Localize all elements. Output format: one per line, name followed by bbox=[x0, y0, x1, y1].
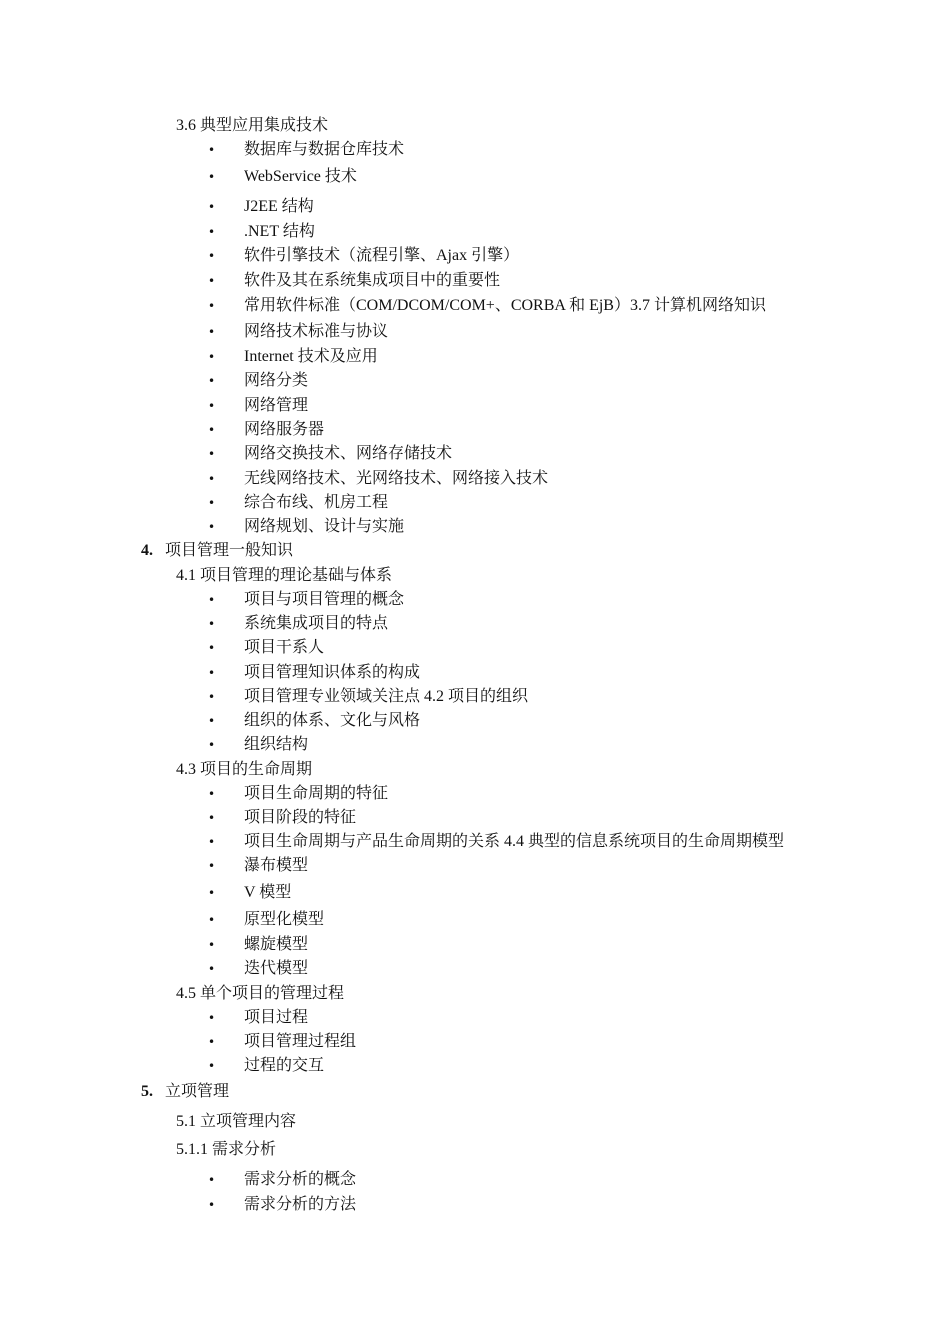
section-heading: 4.3 项目的生命周期 bbox=[176, 761, 313, 778]
list-item-text: 系统集成项目的特点 bbox=[244, 615, 389, 632]
bullet-glyph: • bbox=[208, 886, 216, 900]
chapter-heading bbox=[141, 541, 293, 561]
list-item bbox=[208, 271, 500, 291]
list-item-text: 项目管理过程组 bbox=[244, 1033, 357, 1050]
list-item-text: 组织结构 bbox=[244, 736, 309, 753]
list-item bbox=[208, 808, 356, 828]
chapter-heading bbox=[141, 1082, 229, 1102]
bullet-glyph: • bbox=[208, 1059, 216, 1073]
list-item bbox=[208, 883, 291, 903]
section-heading: 4.5 单个项目的管理过程 bbox=[176, 985, 345, 1002]
bullet-glyph: • bbox=[208, 641, 216, 655]
chapter-title: 立项管理 bbox=[165, 1083, 230, 1100]
chapter-title: 项目管理一般知识 bbox=[165, 542, 294, 559]
bullet-glyph: • bbox=[208, 325, 216, 339]
chapter-number: 5. bbox=[141, 1083, 153, 1100]
list-item-text: 过程的交互 bbox=[244, 1057, 325, 1074]
list-item-text: V 模型 bbox=[244, 884, 292, 901]
list-item-text: 网络分类 bbox=[244, 372, 309, 389]
list-item bbox=[208, 371, 308, 391]
bullet-glyph: • bbox=[208, 913, 216, 927]
list-item bbox=[208, 246, 519, 266]
list-item bbox=[208, 638, 324, 658]
list-item bbox=[208, 935, 308, 955]
list-item bbox=[208, 322, 388, 342]
list-item-text: 项目过程 bbox=[244, 1009, 309, 1026]
list-item-text: 需求分析的概念 bbox=[244, 1171, 357, 1188]
list-item-text: 项目干系人 bbox=[244, 639, 325, 656]
list-item bbox=[208, 663, 420, 683]
bullet-glyph: • bbox=[208, 811, 216, 825]
bullet-glyph: • bbox=[208, 738, 216, 752]
bullet-glyph: • bbox=[208, 666, 216, 680]
list-item bbox=[208, 469, 548, 489]
section-heading: 5.1.1 需求分析 bbox=[176, 1141, 277, 1158]
bullet-glyph: • bbox=[208, 374, 216, 388]
list-item bbox=[208, 347, 378, 367]
list-item bbox=[208, 959, 308, 979]
list-item bbox=[208, 396, 308, 416]
bullet-glyph: • bbox=[208, 520, 216, 534]
section-heading: 4.1 项目管理的理论基础与体系 bbox=[176, 567, 393, 584]
bullet-glyph: • bbox=[208, 170, 216, 184]
list-item-text: 网络服务器 bbox=[244, 421, 325, 438]
list-item bbox=[208, 856, 308, 876]
bullet-glyph: • bbox=[208, 299, 216, 313]
bullet-glyph: • bbox=[208, 690, 216, 704]
list-item bbox=[208, 167, 357, 187]
bullet-glyph: • bbox=[208, 938, 216, 952]
list-item bbox=[208, 711, 420, 731]
list-item bbox=[208, 140, 404, 160]
list-item bbox=[208, 687, 528, 707]
list-item bbox=[208, 614, 388, 634]
list-item-text: 原型化模型 bbox=[244, 911, 325, 928]
list-item-text: .NET 结构 bbox=[244, 223, 315, 240]
section-heading: 5.1 立项管理内容 bbox=[176, 1113, 297, 1130]
list-item bbox=[208, 1170, 356, 1190]
list-item-text: 螺旋模型 bbox=[244, 936, 309, 953]
bullet-glyph: • bbox=[208, 249, 216, 263]
list-item-text: 项目阶段的特征 bbox=[244, 809, 357, 826]
bullet-glyph: • bbox=[208, 496, 216, 510]
list-item-text: 瀑布模型 bbox=[244, 857, 309, 874]
bullet-glyph: • bbox=[208, 1035, 216, 1049]
list-item-text: 项目与项目管理的概念 bbox=[244, 591, 405, 608]
bullet-glyph: • bbox=[208, 787, 216, 801]
list-item bbox=[208, 735, 308, 755]
list-item bbox=[208, 197, 314, 217]
list-item bbox=[208, 1195, 356, 1215]
list-item-text: 常用软件标准（COM/DCOM/COM+、CORBA 和 EjB）3.7 计算机网络知识 bbox=[244, 297, 766, 314]
bullet-glyph: • bbox=[208, 859, 216, 873]
list-item-text: 无线网络技术、光网络技术、网络接入技术 bbox=[244, 470, 549, 487]
list-item bbox=[208, 1032, 356, 1052]
bullet-glyph: • bbox=[208, 225, 216, 239]
bullet-glyph: • bbox=[208, 423, 216, 437]
list-item-text: 网络技术标准与协议 bbox=[244, 323, 389, 340]
bullet-glyph: • bbox=[208, 200, 216, 214]
bullet-glyph: • bbox=[208, 447, 216, 461]
list-item bbox=[208, 784, 388, 804]
list-item bbox=[208, 444, 452, 464]
bullet-glyph: • bbox=[208, 1173, 216, 1187]
chapter-number: 4. bbox=[141, 542, 153, 559]
list-item-text: 数据库与数据仓库技术 bbox=[244, 141, 405, 158]
bullet-glyph: • bbox=[208, 617, 216, 631]
bullet-glyph: • bbox=[208, 1011, 216, 1025]
bullet-glyph: • bbox=[208, 962, 216, 976]
list-item-text: WebService 技术 bbox=[244, 168, 357, 185]
bullet-glyph: • bbox=[208, 399, 216, 413]
list-item bbox=[208, 420, 324, 440]
list-item bbox=[208, 296, 766, 316]
list-item-text: 软件及其在系统集成项目中的重要性 bbox=[244, 272, 501, 289]
list-item bbox=[208, 222, 315, 242]
list-item-text: 综合布线、机房工程 bbox=[244, 494, 389, 511]
list-item-text: 网络交换技术、网络存储技术 bbox=[244, 445, 453, 462]
list-item bbox=[208, 832, 784, 852]
list-item-text: 项目管理专业领域关注点 4.2 项目的组织 bbox=[244, 688, 529, 705]
list-item-text: 项目生命周期的特征 bbox=[244, 785, 389, 802]
list-item-text: 项目生命周期与产品生命周期的关系 4.4 典型的信息系统项目的生命周期模型 bbox=[244, 833, 785, 850]
section-heading: 3.6 典型应用集成技术 bbox=[176, 117, 329, 134]
list-item-text: 软件引擎技术（流程引擎、Ajax 引擎） bbox=[244, 247, 520, 264]
bullet-glyph: • bbox=[208, 835, 216, 849]
bullet-glyph: • bbox=[208, 714, 216, 728]
list-item-text: 需求分析的方法 bbox=[244, 1196, 357, 1213]
list-item bbox=[208, 590, 404, 610]
bullet-glyph: • bbox=[208, 593, 216, 607]
bullet-glyph: • bbox=[208, 1198, 216, 1212]
list-item-text: 网络管理 bbox=[244, 397, 309, 414]
bullet-glyph: • bbox=[208, 274, 216, 288]
list-item bbox=[208, 517, 404, 537]
list-item bbox=[208, 493, 388, 513]
list-item-text: Internet 技术及应用 bbox=[244, 348, 378, 365]
bullet-glyph: • bbox=[208, 472, 216, 486]
list-item bbox=[208, 1056, 324, 1076]
bullet-glyph: • bbox=[208, 350, 216, 364]
list-item-text: 组织的体系、文化与风格 bbox=[244, 712, 421, 729]
list-item bbox=[208, 1008, 308, 1028]
list-item-text: 网络规划、设计与实施 bbox=[244, 518, 405, 535]
list-item-text: 迭代模型 bbox=[244, 960, 309, 977]
list-item-text: 项目管理知识体系的构成 bbox=[244, 664, 421, 681]
bullet-glyph: • bbox=[208, 143, 216, 157]
list-item-text: J2EE 结构 bbox=[244, 198, 314, 215]
list-item bbox=[208, 910, 324, 930]
